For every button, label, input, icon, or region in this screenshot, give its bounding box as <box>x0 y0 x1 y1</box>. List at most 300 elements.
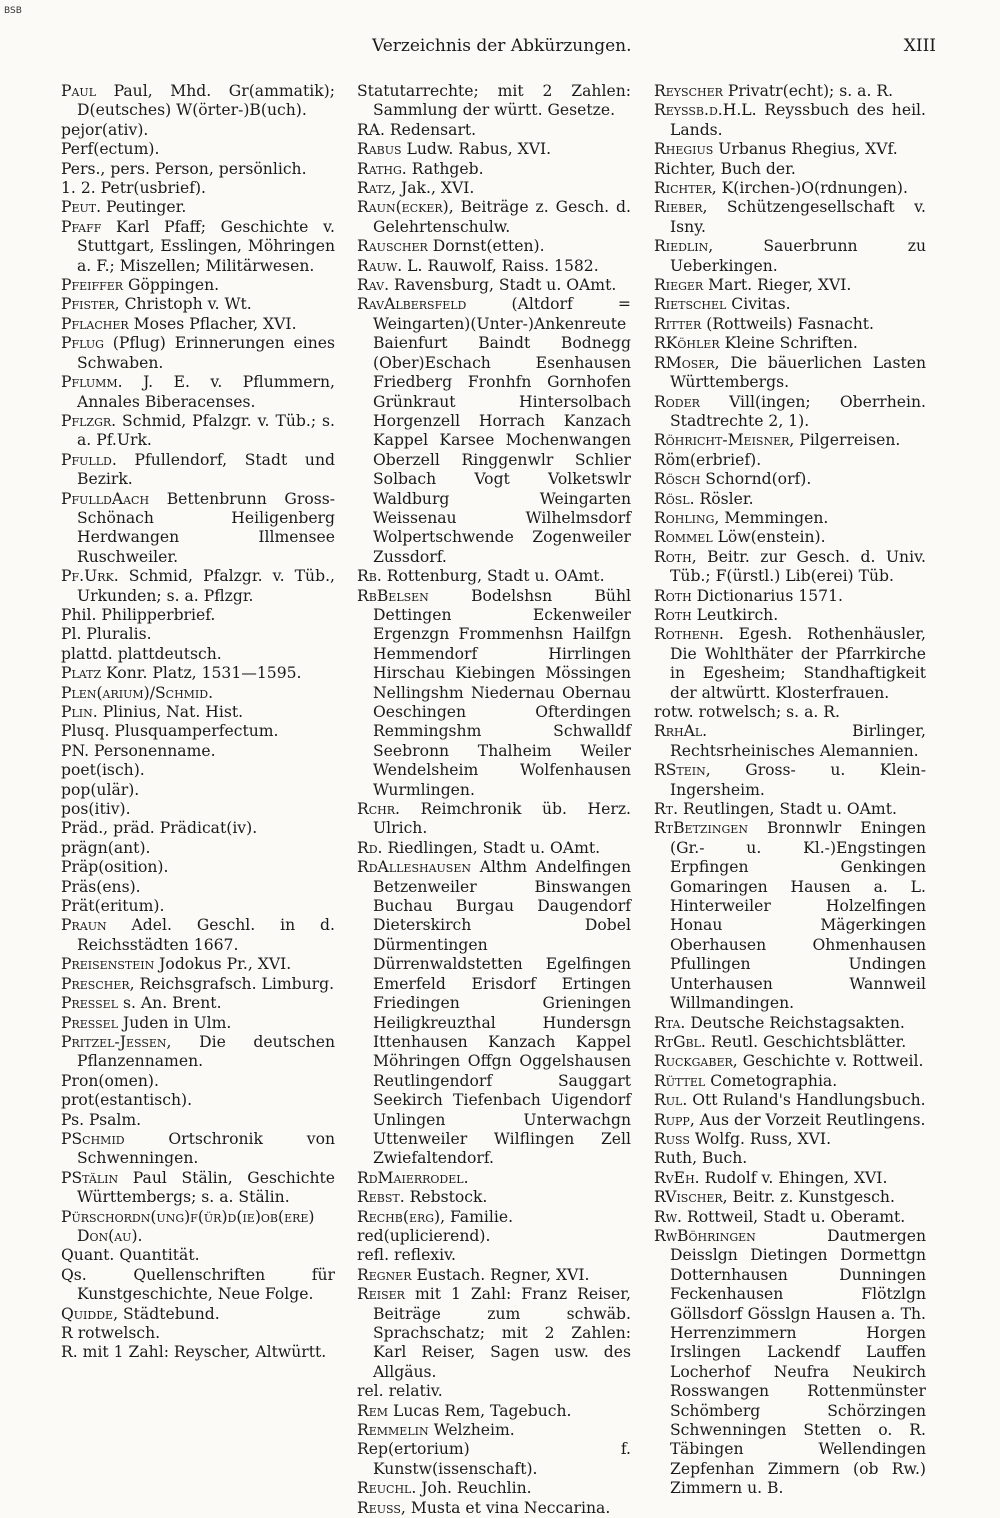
entry-text: prot(estantisch). <box>61 1091 193 1110</box>
index-entry <box>61 1266 335 1305</box>
entry-text: R rotwelsch. <box>61 1324 161 1342</box>
index-entry <box>357 1227 631 1246</box>
index-entry <box>357 237 631 256</box>
entry-abbreviation: Rieger <box>654 276 704 295</box>
entry-text: Reimchronik üb. Herz. Ulrich. <box>373 800 631 838</box>
entry-text: Röm(erbrief). <box>654 450 762 469</box>
entry-abbreviation: PStälin <box>61 1168 119 1187</box>
entry-text: Dautmergen Deisslgn Dietingen Dormettgn Dotternhausen Dunningen Feckenhausen Flötzlgn Göllsdorf Gösslgn Hausen a. Th. Herrenzimmern Horgen Irslingen Lackendf Lauffen Locherhof Neufra Neukirch Rosswangen Rottenmünster Schömberg Schörzingen Schwenningen Stetten o. R. Täbingen Wellendingen Zepfenhan Zimmern (ob Rw.) Zimmern u. B. <box>670 1226 926 1498</box>
entry-abbreviation: Reyscher <box>654 82 723 100</box>
index-entry <box>357 160 631 179</box>
index-entry <box>61 82 335 121</box>
entry-abbreviation: Pressel <box>61 1013 119 1032</box>
index-entry <box>357 1188 631 1207</box>
entry-text: Geschichte v. Rottweil. <box>737 1052 924 1071</box>
entry-text: Familie. <box>445 1207 514 1226</box>
entry-abbreviation: RavAlbersfeld <box>357 295 467 314</box>
index-entry <box>654 160 926 179</box>
entry-text: Rottenburg, Stadt u. OAmt. <box>381 567 605 586</box>
entry-abbreviation: Ratz, <box>357 179 397 198</box>
entry-text: RA. Redensart. <box>357 120 477 139</box>
column-3 <box>654 82 926 1499</box>
index-entry <box>357 858 631 1169</box>
entry-text: PN. Personenname. <box>61 741 216 760</box>
index-entry <box>654 1130 926 1149</box>
entry-text: Paul, Mhd. Gr(ammatik); D(eutsches) W(örter-)B(uch). <box>77 82 335 120</box>
entry-abbreviation: Paul <box>61 82 97 100</box>
entry-abbreviation: Roth, <box>654 547 697 566</box>
entry-text: R. mit 1 Zahl: Reyscher, Altwürtt. <box>61 1343 327 1362</box>
entry-text: Die bäuerlichen Lasten Württembergs. <box>670 353 926 392</box>
entry-abbreviation: Plin. <box>61 703 98 721</box>
entry-text: Reutlingen, Stadt u. OAmt. <box>678 800 897 819</box>
entry-text: Gross- u. Klein-Ingersheim. <box>670 761 926 799</box>
entry-abbreviation: RStein, <box>654 761 711 780</box>
entry-abbreviation: Rauw. <box>357 256 403 275</box>
entry-abbreviation: Rchr. <box>357 800 400 819</box>
index-entry <box>61 975 335 994</box>
entry-text: Ps. Psalm. <box>61 1110 142 1129</box>
entry-text: Die deutschen Pflanzennamen. <box>77 1032 335 1071</box>
entry-text: Birlinger, Rechtsrheinisches Alemannien. <box>670 722 926 760</box>
index-entry <box>61 858 335 877</box>
entry-text: Schornd(orf). <box>700 470 812 489</box>
index-entry <box>654 295 926 314</box>
entry-text: Deutsche Reichstagsakten. <box>685 1013 905 1032</box>
entry-text: Joh. Reuchlin. <box>416 1479 532 1498</box>
entry-abbreviation: Pf.Urk. <box>61 567 119 586</box>
entry-text: Ott Ruland's Handlungsbuch. <box>687 1091 926 1110</box>
entry-text: Plusq. Plusquamperfectum. <box>61 722 279 741</box>
entry-text: Juden in Ulm. <box>118 1013 232 1032</box>
index-entry <box>61 800 335 819</box>
entry-text: Richter, Buch der. <box>654 159 796 178</box>
index-entry <box>357 140 631 159</box>
index-entry <box>61 645 335 664</box>
index-entry <box>61 373 335 412</box>
entry-abbreviation: Pfeiffer <box>61 276 124 295</box>
entry-text: Rudolf v. Ehingen, XVI. <box>699 1168 888 1187</box>
index-entry <box>357 1266 631 1285</box>
page-title: Verzeichnis der Abkürzungen. <box>372 36 632 56</box>
entry-abbreviation: Pflacher <box>61 314 129 333</box>
index-entry <box>654 1033 926 1052</box>
entry-abbreviation: Rieber, <box>654 198 708 217</box>
entry-text: Wolfg. Russ, XVI. <box>689 1129 832 1148</box>
index-entry <box>654 509 926 528</box>
entry-abbreviation: Rathg. <box>357 159 407 178</box>
index-entry <box>357 1285 631 1382</box>
index-entry <box>61 878 335 897</box>
index-entry <box>654 587 926 606</box>
entry-text: rotw. rotwelsch; s. a. R. <box>654 703 841 721</box>
index-entry <box>654 1111 926 1130</box>
index-entry <box>357 179 631 198</box>
entry-abbreviation: Richter, <box>654 179 717 198</box>
entry-abbreviation: Rd. <box>357 838 383 857</box>
index-entry <box>61 839 335 858</box>
entry-text: Reutl. Geschichtsblätter. <box>705 1032 907 1051</box>
index-entry <box>61 412 335 451</box>
entry-text: Präp(osition). <box>61 858 169 877</box>
entry-text: Löw(enstein). <box>712 528 826 547</box>
index-entry <box>654 490 926 509</box>
entry-abbreviation: Rommel <box>654 528 713 547</box>
entry-text: Welzheim. <box>428 1421 515 1440</box>
entry-text: Paul Stälin, Geschichte Württembergs; s. a. Stälin. <box>77 1168 335 1207</box>
entry-text: Beitr. zur Gesch. d. Univ. Tüb.; F(ürstl.) Lib(erei) Tüb. <box>670 547 926 586</box>
entry-abbreviation: Remmelin <box>357 1421 429 1440</box>
entry-text: Rösler. <box>694 489 754 508</box>
entry-abbreviation: Rebst. <box>357 1188 405 1207</box>
entry-abbreviation: Pressel <box>61 994 119 1013</box>
entry-abbreviation: Plen(arium)/Schmid. <box>61 683 214 702</box>
index-entry <box>61 722 335 741</box>
entry-abbreviation: Rw. <box>654 1207 683 1226</box>
index-entry <box>61 742 335 761</box>
entry-abbreviation: Pfaff <box>61 217 102 236</box>
entry-text: s. An. Brent. <box>118 994 222 1013</box>
index-entry <box>61 1343 335 1362</box>
entry-text: Moses Pflacher, XVI. <box>128 314 297 333</box>
index-entry <box>654 315 926 334</box>
entry-text: prägn(ant). <box>61 838 151 857</box>
index-entry <box>654 1052 926 1071</box>
index-entry <box>357 121 631 140</box>
index-entry <box>654 431 926 450</box>
entry-abbreviation: Riedlin, <box>654 237 714 256</box>
index-entry <box>654 1227 926 1499</box>
entry-text: Rathgeb. <box>406 159 484 178</box>
entry-text: Ruth, Buch. <box>654 1149 748 1168</box>
entry-text: Urbanus Rhegius, XVf. <box>713 140 898 159</box>
index-entry <box>654 140 926 159</box>
entry-text: Beiträge z. Gesch. d. Gelehrtenschulw. <box>373 198 631 236</box>
entry-text: Dictionarius 1571. <box>691 586 843 605</box>
index-entry <box>61 1246 335 1265</box>
entry-text: Riedlingen, Stadt u. OAmt. <box>382 838 601 857</box>
index-entry <box>61 160 335 179</box>
index-entry <box>357 1440 631 1479</box>
entry-text: Ludw. Rabus, XVI. <box>401 140 552 159</box>
entry-text: Jodokus Pr., XVI. <box>154 955 292 974</box>
entry-abbreviation: RtBetzingen <box>654 819 748 838</box>
entry-text: Egesh. Rothenhäusler, Die Wohlthäter der Pfarrkirche in Egesheim; Standhaftigkeit der altwürtt. Klosterfrauen. <box>670 625 926 702</box>
index-entry <box>61 1324 335 1343</box>
index-entry <box>654 1188 926 1207</box>
index-entry <box>654 625 926 703</box>
index-entry <box>61 276 335 295</box>
index-entry <box>61 684 335 703</box>
index-entry <box>654 179 926 198</box>
index-entry <box>61 703 335 722</box>
index-entry <box>61 761 335 780</box>
entry-text: Dornst(etten). <box>427 237 545 256</box>
entry-abbreviation: Rösl. <box>654 489 695 508</box>
index-entry <box>61 490 335 568</box>
index-entry <box>61 179 335 198</box>
index-entry <box>61 451 335 490</box>
entry-abbreviation: RvEh. <box>654 1168 700 1187</box>
index-entry <box>61 994 335 1013</box>
entry-abbreviation: Reuchl. <box>357 1479 417 1498</box>
index-entry <box>654 722 926 761</box>
entry-text: Sauerbrunn zu Ueberkingen. <box>670 237 926 275</box>
entry-text: J. E. v. Pflummern, Annales Biberacenses. <box>77 373 335 411</box>
entry-text: Quant. Quantität. <box>61 1246 200 1265</box>
index-entry <box>61 819 335 838</box>
entry-text: Pfullendorf, Stadt und Bezirk. <box>77 450 335 489</box>
entry-text: Jak., XVI. <box>396 179 475 198</box>
index-entry <box>654 703 926 722</box>
index-entry <box>357 295 631 567</box>
entry-text: Phil. Philipperbrief. <box>61 605 216 624</box>
index-entry <box>61 1033 335 1072</box>
entry-abbreviation: Pflumm. <box>61 373 123 392</box>
entry-abbreviation: Prescher, <box>61 974 135 993</box>
entry-text: (Altdorf = Weingarten)(Unter-)Ankenreute Baienfurt Baindt Bodnegg (Ober)Eschach Esenhausen Friedberg Fronhfn Gornhofen Grünkraut Hintersolbach Horgenzell Horrach Kanzach Kappel Karsee Mochenwangen Oberzell Ringgenwlr Schlier Solbach Vogt Volketswlr Waldburg Weingarten Weissenau Wilhelmsdorf Wolpertschwende Zogenweiler Zussdorf. <box>373 295 631 566</box>
entry-text: Rep(ertorium) f. Kunstw(issenschaft). <box>357 1440 631 1478</box>
column-1 <box>61 82 335 1363</box>
entry-abbreviation: Rem <box>357 1401 389 1420</box>
entry-text: Pron(omen). <box>61 1071 159 1090</box>
entry-text: Städtebund. <box>118 1304 220 1323</box>
entry-text: Christoph v. Wt. <box>119 295 252 314</box>
entry-text: K(irchen-)O(rdnungen). <box>716 179 908 198</box>
index-entry <box>357 1421 631 1440</box>
entry-abbreviation: Reyssb.d.H.L. <box>654 101 757 120</box>
index-entry <box>654 82 926 101</box>
entry-text: Rottweil, Stadt u. Oberamt. <box>682 1207 906 1226</box>
entry-abbreviation: Pritzel-Jessen, <box>61 1032 172 1051</box>
index-entry <box>654 354 926 393</box>
column-2 <box>357 82 631 1518</box>
entry-text: Mart. Rieger, XVI. <box>703 276 852 295</box>
index-entry <box>357 1169 631 1188</box>
entry-abbreviation: PfulldAach <box>61 489 150 508</box>
entry-text: Rebstock. <box>404 1188 488 1207</box>
entry-text: Adel. Geschl. in d. Reichsstädten 1667. <box>77 916 335 954</box>
index-entry <box>61 916 335 955</box>
index-entry <box>61 1091 335 1110</box>
index-entry <box>61 781 335 800</box>
entry-text: Reichsgrafsch. Limburg. <box>134 974 335 993</box>
index-entry <box>357 839 631 858</box>
entry-abbreviation: Pürschordn(ung)f(ür)d(ie)ob(ere) Don(au). <box>61 1207 315 1245</box>
entry-abbreviation: RVischer, <box>654 1188 728 1207</box>
entry-text: Reyssbuch des heil. Lands. <box>670 101 926 139</box>
index-entry <box>357 1208 631 1227</box>
entry-abbreviation: Rul. <box>654 1091 688 1110</box>
entry-text: Privatr(echt); s. a. R. <box>722 82 894 100</box>
entry-text: mit 1 Zahl: Franz Reiser, Beiträge zum schwäb. Sprachschatz; mit 2 Zahlen: Karl Reiser, Sagen usw. des Allgäus. <box>373 1285 631 1381</box>
entry-text: pejor(ativ). <box>61 120 149 139</box>
entry-text: Schmid, Pfalzgr. v. Tüb.; s. a. Pf.Urk. <box>77 411 335 450</box>
entry-text: L. Rauwolf, Raiss. 1582. <box>402 256 599 275</box>
index-entry <box>654 1149 926 1168</box>
index-entry <box>61 567 335 606</box>
entry-abbreviation: Roth <box>654 586 692 605</box>
entry-abbreviation: Reiser <box>357 1285 405 1304</box>
entry-text: Statutarrechte; mit 2 Zahlen: Sammlung der württ. Gesetze. <box>357 82 631 120</box>
entry-text: Schmid, Pfalzgr. v. Tüb., Urkunden; s. a. Pflzgr. <box>77 567 335 605</box>
entry-text: (Rottweils) Fasnacht. <box>701 314 874 333</box>
entry-text: Bronnwlr Eningen (Gr.- u. Kl.-)Engstingen Erpfingen Genkingen Gomaringen Hausen a. L. Hinterweiler Holzelfingen Honau Mägerkingen Oberhausen Ohmenhausen Pfullingen Undingen Unterhausen Wannweil Willmandingen. <box>670 819 926 1013</box>
index-entry <box>61 121 335 140</box>
entry-text: Bettenbrunn Gross-Schönach Heiligenberg Herdwangen Illmensee Ruschweiler. <box>77 489 335 566</box>
entry-abbreviation: Praun <box>61 916 107 935</box>
index-entry <box>654 393 926 432</box>
entry-text: Perf(ectum). <box>61 140 160 159</box>
entry-abbreviation: RKöhler <box>654 334 720 353</box>
entry-abbreviation: Rt. <box>654 800 679 819</box>
entry-abbreviation: Rhegius <box>654 140 714 159</box>
entry-text: Civitas. <box>726 295 791 314</box>
entry-text: Aus der Vorzeit Reutlingens. <box>694 1110 926 1129</box>
entry-text: Pers., pers. Person, persönlich. <box>61 159 307 178</box>
entry-abbreviation: Rechb(erg), <box>357 1207 446 1226</box>
entry-text: Vill(ingen; Oberrhein. Stadtrechte 2, 1). <box>670 392 926 430</box>
entry-abbreviation: Pfister, <box>61 295 120 314</box>
index-entry <box>61 955 335 974</box>
entry-abbreviation: RrhAl. <box>654 722 708 741</box>
index-entry <box>654 451 926 470</box>
entry-abbreviation: Ruckgaber, <box>654 1052 738 1071</box>
entry-text: pop(ulär). <box>61 780 140 799</box>
index-entry <box>654 761 926 800</box>
entry-abbreviation: Quidde, <box>61 1304 119 1323</box>
entry-text: Pl. Pluralis. <box>61 625 152 644</box>
entry-abbreviation: Rüttel <box>654 1071 706 1090</box>
entry-text: Pilgerreisen. <box>794 431 901 450</box>
entry-text: Althm Andelfingen Betzenweiler Binswangen Buchau Burgau Daugendorf Dieterskirch Dobel Dürmentingen Dürrenwaldstetten Egelfingen Emerfeld Erisdorf Ertingen Friedingen Grieningen Heiligkreuzthal Hundersgn Ittenhausen Kanzach Kappel Möhringen Offgn Oggelshausen Reutlingendorf Sauggart Seekirch Tiefenbach Uigendorf Unlingen Unterwachgn Uttenweiler Wilflingen Zell Zwiefaltendorf. <box>373 858 631 1168</box>
index-entry <box>654 1072 926 1091</box>
entry-abbreviation: RdMaierrodel. <box>357 1168 469 1187</box>
index-entry <box>357 800 631 839</box>
entry-abbreviation: Peut. <box>61 198 102 217</box>
entry-abbreviation: Rav. <box>357 276 390 295</box>
entry-abbreviation: Pflug <box>61 334 104 353</box>
entry-abbreviation: Rösch <box>654 470 701 489</box>
page-number: XIII <box>903 36 936 56</box>
entry-text: Präd., präd. Prädicat(iv). <box>61 819 258 838</box>
index-entry <box>654 237 926 276</box>
index-entry <box>654 528 926 547</box>
index-entry <box>357 1499 631 1518</box>
entry-text: pos(itiv). <box>61 800 131 819</box>
index-entry <box>654 334 926 353</box>
entry-abbreviation: Roth <box>654 605 692 624</box>
entry-abbreviation: RbBelsen <box>357 586 429 605</box>
entry-text: plattd. plattdeutsch. <box>61 644 222 663</box>
index-entry <box>654 548 926 587</box>
entry-text: Kleine Schriften. <box>719 334 858 353</box>
index-entry <box>357 1382 631 1401</box>
index-entry <box>61 1111 335 1130</box>
entry-text: (Pflug) Erinnerungen eines Schwaben. <box>77 334 335 372</box>
index-entry <box>61 1169 335 1208</box>
index-entry <box>654 1014 926 1033</box>
index-entry <box>61 897 335 916</box>
entry-text: Lucas Rem, Tagebuch. <box>388 1401 572 1420</box>
index-entry <box>357 567 631 586</box>
entry-abbreviation: PSchmid <box>61 1129 125 1148</box>
index-entry <box>357 587 631 800</box>
entry-abbreviation: Pfulld. <box>61 450 117 469</box>
entry-text: rel. relativ. <box>357 1382 443 1401</box>
entry-text: Göppingen. <box>123 276 220 295</box>
index-entry <box>654 606 926 625</box>
index-entry <box>61 664 335 683</box>
index-entry <box>61 1130 335 1169</box>
entry-abbreviation: Preisenstein <box>61 955 155 974</box>
index-entry <box>654 1208 926 1227</box>
entry-text: Konr. Platz, 1531—1595. <box>101 664 302 683</box>
index-entry <box>61 218 335 276</box>
index-entry <box>61 1208 335 1247</box>
index-entry <box>357 257 631 276</box>
index-entry <box>61 606 335 625</box>
index-entry <box>654 1091 926 1110</box>
index-entry <box>61 140 335 159</box>
entry-text: Schützengesellschaft v. Isny. <box>670 198 926 236</box>
index-entry <box>654 470 926 489</box>
index-entry <box>357 1246 631 1265</box>
index-entry <box>357 1479 631 1498</box>
entry-text: Musta et vina Neccarina. <box>405 1498 611 1517</box>
index-entry <box>61 1305 335 1324</box>
entry-abbreviation: Rta. <box>654 1013 686 1032</box>
entry-text: Prät(eritum). <box>61 897 165 916</box>
entry-abbreviation: Regner <box>357 1265 412 1284</box>
entry-abbreviation: Russ <box>654 1129 690 1148</box>
index-entry <box>357 198 631 237</box>
entry-abbreviation: RMoser, <box>654 353 720 372</box>
index-entry <box>61 315 335 334</box>
index-entry <box>61 1072 335 1091</box>
entry-abbreviation: Rothenh. <box>654 625 724 644</box>
entry-text: Bodelshsn Bühl Dettingen Eckenweiler Ergenzgn Frommenhsn Hailfgn Hemmendorf Hirrlingen Hirschau Kiebingen Mössingen Nellingshm Niedernau Obernau Oeschingen Ofterdingen Remmingshm Schwalldf Seebronn Thalheim Weiler Wendelsheim Wolfenhausen Wurmlingen. <box>373 586 631 799</box>
entry-text: Ortschronik von Schwenningen. <box>77 1129 335 1168</box>
entry-abbreviation: Raun(ecker), <box>357 198 454 217</box>
entry-abbreviation: Röhricht-Meisner, <box>654 431 795 450</box>
entry-abbreviation: RwBöhringen <box>654 1226 756 1245</box>
entry-abbreviation: Rupp, <box>654 1110 695 1129</box>
entry-abbreviation: Pflzgr. <box>61 411 117 430</box>
entry-text: refl. reflexiv. <box>357 1246 457 1265</box>
entry-text: Leutkirch. <box>691 605 779 624</box>
entry-abbreviation: Roder <box>654 392 700 411</box>
index-entry <box>654 276 926 295</box>
entry-text: Plinius, Nat. Hist. <box>97 703 244 721</box>
entry-text: Memmingen. <box>719 508 829 527</box>
entry-abbreviation: RdAlleshausen <box>357 858 471 877</box>
entry-abbreviation: RtGbl. <box>654 1032 706 1051</box>
index-entry <box>61 295 335 314</box>
entry-text: Präs(ens). <box>61 877 141 896</box>
entry-text: red(uplicierend). <box>357 1226 491 1245</box>
index-entry <box>654 198 926 237</box>
entry-text: Beitr. z. Kunstgesch. <box>727 1188 895 1207</box>
index-entry <box>654 1169 926 1188</box>
entry-text: Cometographia. <box>705 1071 838 1090</box>
index-entry <box>357 276 631 295</box>
entry-text: Karl Pfaff; Geschichte v. Stuttgart, Esslingen, Möhringen a. F.; Miszellen; Militärwesen. <box>77 217 335 275</box>
entry-abbreviation: Rietschel <box>654 295 727 314</box>
index-entry <box>357 1402 631 1421</box>
entry-text: Peutinger. <box>101 198 187 217</box>
entry-abbreviation: Rauscher <box>357 237 428 256</box>
